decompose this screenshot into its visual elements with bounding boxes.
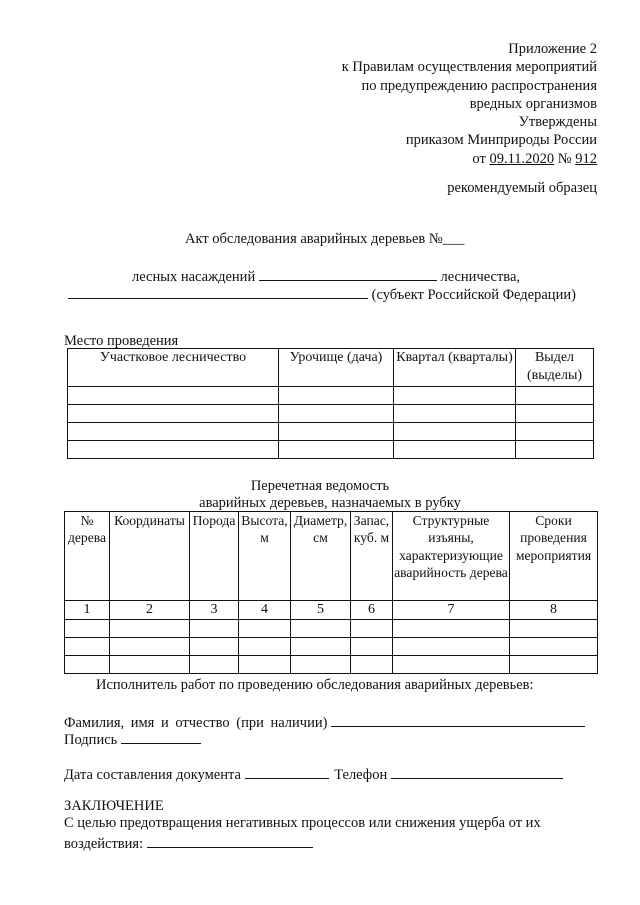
table-row bbox=[65, 655, 598, 673]
table-row bbox=[65, 619, 598, 637]
conclusion-heading: ЗАКЛЮЧЕНИЕ bbox=[64, 798, 164, 814]
col-volume: Запас, куб. м bbox=[351, 512, 393, 601]
inventory-subtitle: аварийных деревьев, назначаемых в рубку bbox=[199, 495, 461, 511]
subject-line bbox=[68, 284, 576, 304]
col-num-2: 2 bbox=[110, 601, 190, 620]
col-num-3: 3 bbox=[190, 601, 239, 620]
forest-blank[interactable] bbox=[259, 266, 437, 281]
forest-prefix: лесных насаждений bbox=[132, 269, 256, 285]
col-num-4: 4 bbox=[239, 601, 291, 620]
conclusion-text: С целью предотвращения негативных процессов или снижения ущерба от их bbox=[64, 815, 541, 831]
subject-blank[interactable] bbox=[68, 284, 368, 299]
col-num-1: 1 bbox=[65, 601, 110, 620]
act-title: Акт обследования аварийных деревьев №___ bbox=[185, 231, 465, 247]
table-row bbox=[68, 441, 594, 459]
col-coordinates: Координаты bbox=[110, 512, 190, 601]
location-label: Место проведения bbox=[64, 333, 179, 349]
approval-header bbox=[342, 40, 597, 168]
appendix-rules-cont: по предупреждению распространения bbox=[361, 77, 597, 94]
fio-blank[interactable] bbox=[331, 712, 585, 727]
fio-label: Фамилия, имя и отчество (при наличии) bbox=[64, 715, 328, 731]
order-label: приказом Минприроды России bbox=[405, 132, 597, 149]
col-deadline: Сроки проведения мероприятия bbox=[510, 512, 598, 601]
appendix-rules: к Правилам осуществления мероприятий bbox=[341, 59, 597, 76]
subject-label: (субъект Российской Федерации) bbox=[371, 287, 576, 303]
number-prefix: № bbox=[554, 150, 576, 167]
col-tree-number: № дерева bbox=[65, 512, 110, 601]
col-num-7: 7 bbox=[393, 601, 510, 620]
order-number: 912 bbox=[575, 150, 597, 167]
col-allotment: Выдел (выделы) bbox=[516, 349, 594, 387]
inventory-header-row bbox=[65, 512, 598, 601]
col-height: Высота, м bbox=[239, 512, 291, 601]
col-tract: Урочище (дача) bbox=[279, 349, 394, 387]
date-prefix: от bbox=[472, 150, 490, 167]
appendix-rules-cont2: вредных организмов bbox=[469, 95, 597, 112]
table-row bbox=[68, 423, 594, 441]
impact-line bbox=[64, 833, 313, 853]
inventory-table bbox=[64, 511, 598, 674]
table-row bbox=[68, 387, 594, 405]
signature-line bbox=[64, 729, 201, 749]
impact-label: воздействия: bbox=[64, 836, 144, 852]
executor-heading: Исполнитель работ по проведению обследования аварийных деревьев: bbox=[96, 677, 534, 693]
col-num-6: 6 bbox=[351, 601, 393, 620]
doc-date-label: Дата составления документа bbox=[64, 767, 241, 783]
doc-date-blank[interactable] bbox=[245, 764, 329, 779]
inventory-title: Перечетная ведомость bbox=[250, 478, 390, 494]
col-quarter: Квартал (кварталы) bbox=[394, 349, 516, 387]
impact-blank[interactable] bbox=[147, 833, 313, 848]
order-date: 09.11.2020 bbox=[489, 150, 555, 167]
signature-blank[interactable] bbox=[121, 729, 201, 744]
order-date-line bbox=[342, 150, 597, 168]
location-header-row bbox=[68, 349, 594, 387]
approved-label: Утверждены bbox=[518, 114, 597, 131]
sample-note: рекомендуемый образец bbox=[447, 180, 597, 196]
forest-suffix: лесничества, bbox=[440, 269, 521, 285]
table-row bbox=[68, 405, 594, 423]
appendix-number: Приложение 2 bbox=[508, 41, 597, 57]
phone-label: Телефон bbox=[334, 767, 388, 783]
phone-blank[interactable] bbox=[391, 764, 563, 779]
table-row bbox=[65, 637, 598, 655]
signature-label: Подпись bbox=[64, 732, 118, 748]
col-num-5: 5 bbox=[291, 601, 351, 620]
col-num-8: 8 bbox=[510, 601, 598, 620]
col-species: Порода bbox=[190, 512, 239, 601]
date-phone-line bbox=[64, 764, 563, 784]
col-defects: Структурные изъяны, характеризующие аварийность дерева bbox=[393, 512, 510, 601]
col-district: Участковое лесничество bbox=[68, 349, 279, 387]
column-numbers-row bbox=[65, 601, 598, 620]
location-table bbox=[67, 348, 594, 459]
col-diameter: Диаметр, см bbox=[291, 512, 351, 601]
